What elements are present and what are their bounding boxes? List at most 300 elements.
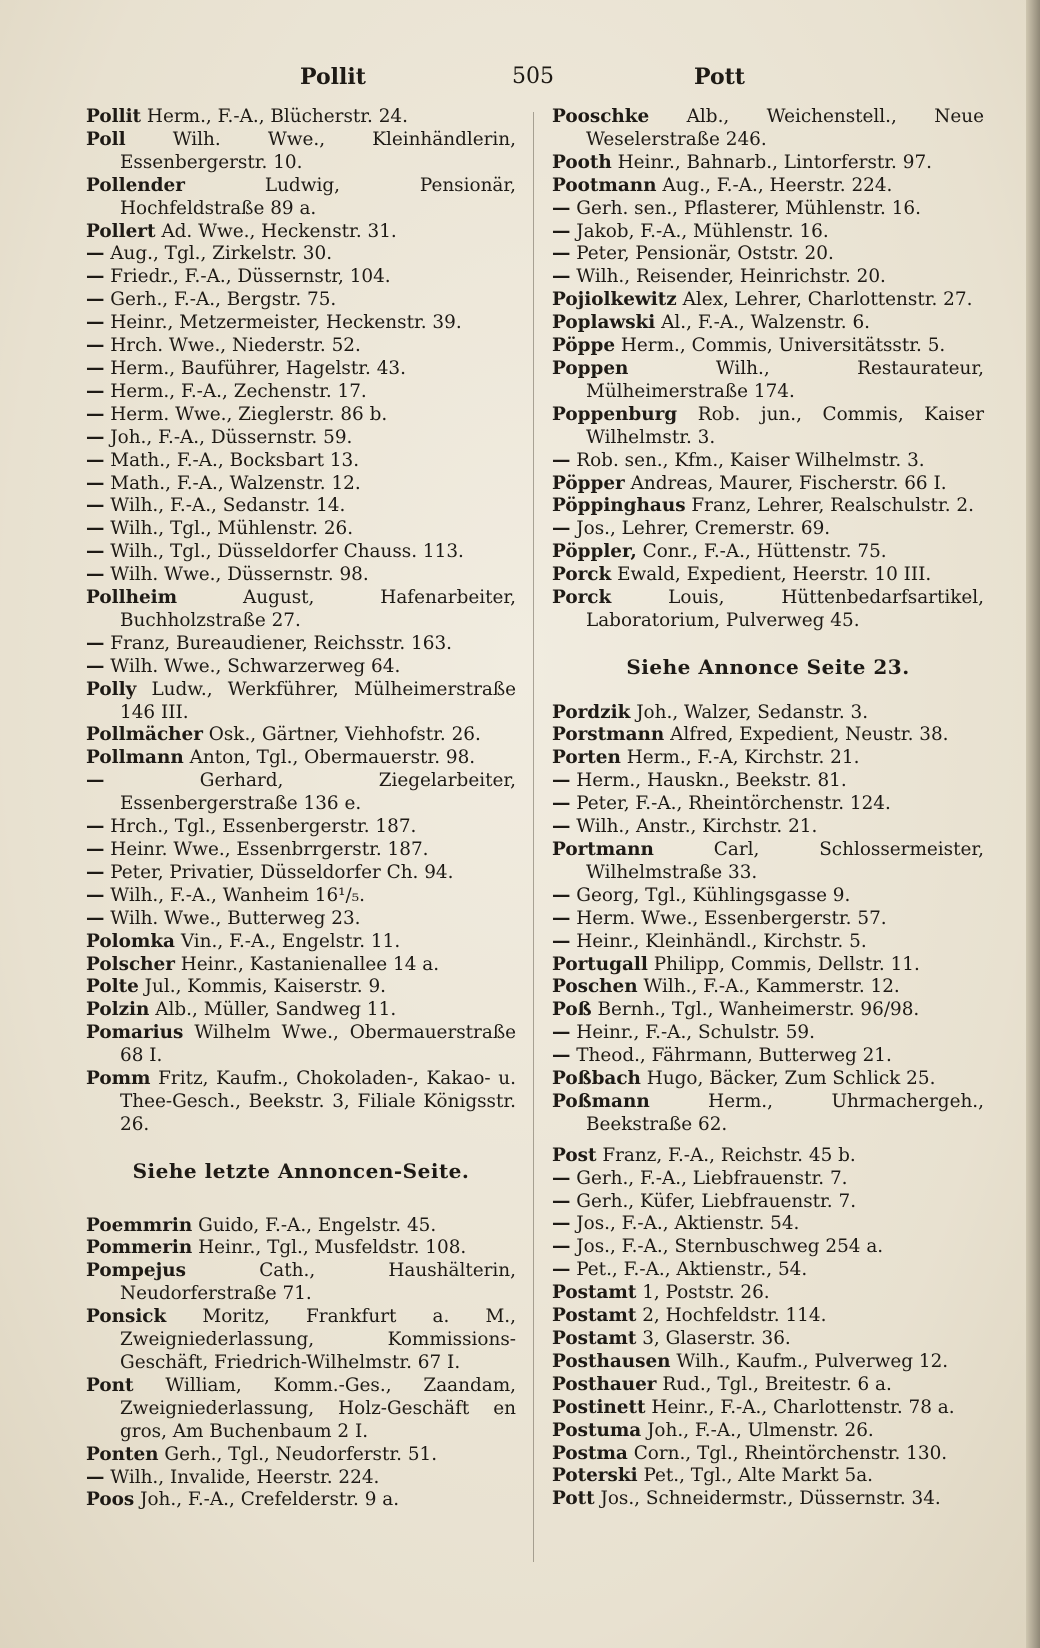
directory-entry <box>552 1045 984 1068</box>
directory-entry <box>552 404 984 450</box>
entry-details: Alfred, Expedient, Neustr. 38. <box>670 724 949 746</box>
entry-name: Polomka <box>86 930 175 952</box>
entry-name: — <box>86 518 105 540</box>
entry-name: Poplawski <box>552 312 656 334</box>
entry-name: — <box>86 655 105 677</box>
directory-entry <box>552 1259 984 1282</box>
entry-details: Jos., F.-A., Sternbuschweg 254 a. <box>576 1236 884 1258</box>
left-column <box>86 106 516 1512</box>
entry-details: Math., F.-A., Walzenstr. 12. <box>110 472 361 494</box>
header-right-keyword: Pott <box>694 64 745 90</box>
entry-details: Gerh., F.-A., Bergstr. 75. <box>110 289 337 311</box>
entry-details: 2, Hochfeldstr. 114. <box>642 1305 827 1327</box>
entry-name: — <box>552 930 571 952</box>
directory-entry <box>552 1465 984 1488</box>
entry-details: Alb., Weichenstell., Neue Weselerstraße 246. <box>586 106 984 150</box>
entry-name: — <box>86 312 105 334</box>
entry-name: — <box>552 1236 571 1258</box>
directory-entry <box>86 289 516 312</box>
entry-details: Wilh., Tgl., Mühlenstr. 26. <box>110 518 354 540</box>
entry-name: Poßbach <box>552 1068 641 1090</box>
directory-entry <box>86 587 516 633</box>
entry-details: Herm., F.-A, Kirchstr. 21. <box>626 747 860 769</box>
entry-details: Joh., F.-A., Düssernstr. 59. <box>110 426 353 448</box>
directory-entry <box>86 129 516 175</box>
directory-entry <box>552 1213 984 1236</box>
directory-entry <box>552 198 984 221</box>
directory-entry <box>552 1443 984 1466</box>
entry-details: Heinr., F.-A., Schulstr. 59. <box>576 1022 815 1044</box>
entry-details: August, Hafenarbeiter, Buchholzstraße 27. <box>120 587 516 631</box>
entry-details: Peter, Pensionär, Oststr. 20. <box>576 243 834 265</box>
directory-entry <box>86 541 516 564</box>
entry-name: — <box>86 1466 105 1488</box>
entry-name: — <box>86 770 105 792</box>
directory-entry <box>86 954 516 977</box>
page-header <box>0 58 1040 98</box>
entry-name: — <box>86 495 105 517</box>
directory-entry <box>552 1305 984 1328</box>
entry-name: Poos <box>86 1489 135 1511</box>
directory-entry <box>86 770 516 816</box>
entry-details: Osk., Gärtner, Viehhofstr. 26. <box>208 724 481 746</box>
directory-entry <box>86 633 516 656</box>
entry-details: Georg, Tgl., Kühlingsgasse 9. <box>576 884 851 906</box>
entry-details: Hrch., Tgl., Essenbergerstr. 187. <box>110 816 417 838</box>
entry-name: Polte <box>86 976 139 998</box>
entry-details: Pet., F.-A., Aktienstr., 54. <box>576 1259 808 1281</box>
entry-name: Pordzik <box>552 701 631 723</box>
entry-name: — <box>86 839 105 860</box>
entry-details: Philipp, Commis, Dellstr. 11. <box>653 953 920 975</box>
entry-name: Pollender <box>86 174 185 196</box>
entry-name: — <box>86 884 105 906</box>
entry-name: — <box>552 907 571 929</box>
entry-name: — <box>552 793 571 815</box>
advertisement-notice: Siehe Annonce Seite 23. <box>626 654 910 679</box>
spacer <box>552 679 984 702</box>
entry-name: Pojiolkewitz <box>552 289 677 311</box>
directory-entry <box>552 908 984 931</box>
directory-entry <box>552 976 984 999</box>
directory-entry <box>552 1145 984 1168</box>
entry-details: Herm., Commis, Universitätsstr. 5. <box>620 335 946 357</box>
directory-entry <box>86 1375 516 1444</box>
entry-name: — <box>86 266 105 288</box>
entry-details: Rob. jun., Commis, Kaiser Wilhelmstr. 3. <box>586 403 984 448</box>
entry-details: Al., F.-A., Walzenstr. 6. <box>661 312 871 334</box>
directory-entry <box>552 1168 984 1191</box>
directory-entry <box>86 312 516 335</box>
directory-entry <box>552 243 984 266</box>
entry-details: Jos., Lehrer, Cremerstr. 69. <box>576 518 831 540</box>
directory-entry <box>86 885 516 908</box>
directory-entry <box>86 1260 516 1306</box>
entry-name: Pont <box>86 1374 134 1396</box>
entry-name: — <box>552 1213 571 1235</box>
entry-details: Wilh., F.-A., Wanheim 16¹/₅. <box>110 884 365 906</box>
directory-entry <box>86 564 516 587</box>
entry-name: Postamt <box>552 1282 637 1304</box>
page-edge <box>1026 0 1040 1648</box>
spacer <box>552 1137 984 1145</box>
entry-name: — <box>552 884 571 906</box>
directory-entry <box>552 587 984 633</box>
directory-entry <box>86 839 516 862</box>
entry-details: Rob. sen., Kfm., Kaiser Wilhelmstr. 3. <box>576 449 925 471</box>
entry-details: Ludw., Werkführer, Mülheimerstraße 146 III. <box>120 678 516 723</box>
entry-details: Wilh., Anstr., Kirchstr. 21. <box>576 816 818 838</box>
directory-entry <box>86 976 516 999</box>
entry-details: Ewald, Expedient, Heerstr. 10 III. <box>617 564 932 586</box>
entry-details: Pet., Tgl., Alte Markt 5a. <box>643 1465 874 1487</box>
directory-entry <box>552 1420 984 1443</box>
directory-entry <box>552 1091 984 1137</box>
directory-entry <box>552 1488 984 1511</box>
entry-name: — <box>86 289 105 311</box>
directory-entry <box>86 266 516 289</box>
directory-entry <box>552 1397 984 1420</box>
entry-name: — <box>86 357 105 379</box>
entry-details: Wilhelm Wwe., Obermauerstraße 68 I. <box>120 1022 516 1067</box>
entry-name: Pollert <box>86 220 156 242</box>
directory-entry <box>552 1236 984 1259</box>
entry-details: 3, Glaserstr. 36. <box>642 1328 791 1349</box>
entry-details: Herm., Uhrmachergeh., Beekstraße 62. <box>586 1090 984 1135</box>
directory-entry <box>86 816 516 839</box>
spacer <box>86 1137 516 1160</box>
entry-details: Wilh. Wwe., Düssernstr. 98. <box>110 564 369 586</box>
directory-entry <box>552 564 984 587</box>
entry-name: Poppenburg <box>552 403 678 425</box>
entry-details: Heinr., Tgl., Musfeldstr. 108. <box>198 1237 467 1259</box>
directory-entry <box>86 381 516 404</box>
directory-entry <box>86 221 516 244</box>
entry-name: — <box>552 197 571 219</box>
entry-name: Posthauer <box>552 1373 657 1395</box>
entry-details: Guido, F.-A., Engelstr. 45. <box>198 1214 437 1236</box>
entry-details: William, Komm.-Ges., Zaandam, Zweigniederlassung, Holz-Geschäft en gros, Am Buchenbaum 2 I. <box>120 1374 516 1442</box>
entry-name: Polzin <box>86 999 150 1021</box>
entry-details: Anton, Tgl., Obermauerstr. 98. <box>189 747 476 769</box>
entry-details: Gerh. sen., Pflasterer, Mühlenstr. 16. <box>576 197 921 219</box>
entry-name: Pollmann <box>86 747 184 769</box>
entry-name: — <box>86 632 105 654</box>
entry-details: Theod., Fährmann, Butterweg 21. <box>576 1045 892 1067</box>
entry-details: Franz, Lehrer, Realschulstr. 2. <box>691 495 974 517</box>
directory-entry <box>86 495 516 518</box>
entry-name: Postma <box>552 1442 628 1464</box>
entry-name: — <box>552 1167 571 1189</box>
directory-entry <box>552 1351 984 1374</box>
directory-entry <box>86 1215 516 1238</box>
directory-entry <box>552 747 984 770</box>
entry-name: — <box>86 861 105 883</box>
entry-details: Corn., Tgl., Rheintörchenstr. 130. <box>633 1442 948 1464</box>
entry-name: Postinett <box>552 1396 646 1418</box>
entry-name: Porstmann <box>552 724 665 746</box>
entry-details: Cath., Haushälterin, Neudorferstraße 71. <box>120 1260 516 1305</box>
directory-entry <box>86 1489 516 1512</box>
entry-details: Hugo, Bäcker, Zum Schlick 25. <box>646 1068 936 1090</box>
directory-entry <box>552 289 984 312</box>
entry-name: — <box>86 816 105 838</box>
entry-details: Herm., Hauskn., Beekstr. 81. <box>576 770 847 792</box>
entry-details: Jakob, F.-A., Mühlenstr. 16. <box>576 220 829 242</box>
entry-details: Wilh., Kaufm., Pulverweg 12. <box>676 1350 949 1372</box>
entry-name: Pomm <box>86 1068 151 1090</box>
entry-details: Gerh., Tgl., Neudorferstr. 51. <box>164 1443 438 1465</box>
directory-entry <box>552 152 984 175</box>
entry-details: Hrch. Wwe., Niederstr. 52. <box>110 335 361 357</box>
directory-entry <box>86 908 516 931</box>
entry-details: Conr., F.-A., Hüttenstr. 75. <box>642 541 887 563</box>
entry-name: Pommerin <box>86 1237 193 1259</box>
directory-entry <box>86 106 516 129</box>
entry-details: Ad. Wwe., Heckenstr. 31. <box>161 220 397 242</box>
entry-details: Wilh., Tgl., Düsseldorfer Chauss. 113. <box>110 541 464 563</box>
entry-name: Pootmann <box>552 174 657 196</box>
entry-name: — <box>552 1045 571 1067</box>
entry-details: Heinr., Bahnarb., Lintorferstr. 97. <box>617 151 932 173</box>
directory-entry <box>552 450 984 473</box>
entry-details: Jul., Kommis, Kaiserstr. 9. <box>144 976 387 998</box>
directory-entry <box>552 335 984 358</box>
entry-name: Polscher <box>86 953 175 975</box>
directory-entry <box>552 793 984 816</box>
entry-name: Postamt <box>552 1305 637 1327</box>
entry-details: Wilh. Wwe., Kleinhändlerin, Essenbergerstr. 10. <box>120 128 516 173</box>
entry-details: Herm., F.-A., Blücherstr. 24. <box>146 106 408 127</box>
directory-entry <box>552 770 984 793</box>
entry-name: Poschen <box>552 976 638 998</box>
advertisement-notice: Siehe letzte Annoncen-Seite. <box>132 1158 470 1183</box>
directory-entry <box>86 679 516 725</box>
entry-name: Pöppe <box>552 335 616 357</box>
entry-details: Joh., Walzer, Sedanstr. 3. <box>636 701 869 723</box>
entry-details: Wilh., Reisender, Heinrichstr. 20. <box>576 266 886 288</box>
entry-details: 1, Poststr. 26. <box>642 1282 770 1304</box>
directory-entry <box>86 427 516 450</box>
entry-name: Pöppinghaus <box>552 495 686 517</box>
entry-name: — <box>552 816 571 838</box>
entry-name: — <box>86 449 105 471</box>
entry-name: Porten <box>552 747 621 769</box>
entry-details: Heinr., Metzermeister, Heckenstr. 39. <box>110 312 462 334</box>
directory-entry <box>86 1306 516 1375</box>
entry-details: Franz, F.-A., Reichstr. 45 b. <box>602 1144 856 1166</box>
entry-details: Jos., F.-A., Aktienstr. 54. <box>576 1213 800 1235</box>
entry-details: Wilh. Wwe., Schwarzerweg 64. <box>110 655 401 677</box>
entry-details: Heinr., Kastanienallee 14 a. <box>180 953 440 975</box>
entry-details: Moritz, Frankfurt a. M., Zweigniederlassung, Kommissions-Geschäft, Friedrich-Wilhelmstr. 67 I. <box>120 1306 516 1374</box>
entry-name: — <box>86 541 105 563</box>
entry-details: Peter, F.-A., Rheintörchenstr. 124. <box>576 793 891 815</box>
entry-details: Carl, Schlossermeister, Wilhelmstraße 33. <box>586 838 984 883</box>
entry-name: — <box>86 564 105 586</box>
entry-name: Pooth <box>552 151 612 173</box>
entry-name: — <box>86 243 105 265</box>
entry-name: Posthausen <box>552 1350 671 1372</box>
directory-entry <box>86 335 516 358</box>
entry-details: Alb., Müller, Sandweg 11. <box>155 999 397 1021</box>
entry-name: Pompejus <box>86 1260 186 1282</box>
entry-name: Polly <box>86 678 137 700</box>
entry-details: Aug., F.-A., Heerstr. 224. <box>662 174 893 196</box>
entry-name: Post <box>552 1144 597 1166</box>
directory-entry <box>86 1444 516 1467</box>
entry-details: Peter, Privatier, Düsseldorfer Ch. 94. <box>110 861 454 883</box>
entry-details: Herm., F.-A., Zechenstr. 17. <box>110 380 367 402</box>
entry-name: Pooschke <box>552 106 650 127</box>
entry-details: Alex, Lehrer, Charlottenstr. 27. <box>682 289 973 311</box>
entry-name: — <box>86 426 105 448</box>
directory-entry <box>552 1068 984 1091</box>
directory-entry <box>552 1328 984 1351</box>
entry-name: — <box>552 1259 571 1281</box>
entry-name: — <box>552 518 571 540</box>
directory-entry <box>552 266 984 289</box>
entry-details: Gerhard, Ziegelarbeiter, Essenbergerstraße 136 e. <box>120 770 516 815</box>
directory-entry <box>552 473 984 496</box>
entry-details: Herm. Wwe., Essenbergerstr. 57. <box>576 907 887 929</box>
entry-details: Wilh., F.-A., Sedanstr. 14. <box>110 495 346 517</box>
entry-name: Portmann <box>552 838 654 860</box>
entry-name: Poll <box>86 128 126 150</box>
entry-name: Pomarius <box>86 1022 184 1044</box>
entry-details: Louis, Hüttenbedarfsartikel, Laboratorium, Pulverweg 45. <box>586 587 984 631</box>
entry-details: Gerh., F.-A., Liebfrauenstr. 7. <box>576 1167 848 1189</box>
entry-name: Ponsick <box>86 1306 167 1328</box>
page-number: 505 <box>512 64 554 89</box>
entry-name: — <box>86 335 105 357</box>
entry-details: Joh., F.-A., Ulmenstr. 26. <box>647 1419 874 1441</box>
entry-details: Vin., F.-A., Engelstr. 11. <box>180 930 401 952</box>
spacer <box>552 633 984 656</box>
entry-name: Poß <box>552 999 592 1021</box>
entry-name: Poterski <box>552 1465 638 1487</box>
directory-entry <box>86 656 516 679</box>
entry-details: Heinr., F.-A., Charlottenstr. 78 a. <box>651 1396 955 1418</box>
directory-entry <box>86 724 516 747</box>
spacer <box>86 1183 516 1215</box>
entry-details: Franz, Bureaudiener, Reichsstr. 163. <box>110 632 452 654</box>
entry-details: Wilh. Wwe., Butterweg 23. <box>110 907 361 929</box>
entry-name: Ponten <box>86 1443 159 1465</box>
entry-name: Postamt <box>552 1328 637 1349</box>
entry-name: — <box>552 770 571 792</box>
directory-entry <box>86 518 516 541</box>
entry-name: Postuma <box>552 1419 642 1441</box>
entry-name: — <box>552 220 571 242</box>
directory-entry <box>552 885 984 908</box>
entry-details: Aug., Tgl., Zirkelstr. 30. <box>110 243 333 265</box>
directory-entry <box>86 175 516 221</box>
directory-entry <box>86 243 516 266</box>
entry-name: — <box>86 472 105 494</box>
directory-entry <box>86 358 516 381</box>
directory-entry <box>86 931 516 954</box>
column-divider <box>533 112 534 1562</box>
entry-name: — <box>86 380 105 402</box>
directory-entry <box>552 1022 984 1045</box>
directory-entry <box>552 999 984 1022</box>
directory-entry <box>552 1282 984 1305</box>
entry-details: Math., F.-A., Bocksbart 13. <box>110 449 360 471</box>
directory-entry <box>86 404 516 427</box>
directory-entry <box>86 1467 516 1490</box>
directory-entry <box>552 495 984 518</box>
entry-name: Porck <box>552 564 612 586</box>
entry-details: Gerh., Küfer, Liebfrauenstr. 7. <box>576 1190 857 1212</box>
directory-entry <box>552 931 984 954</box>
entry-name: — <box>552 243 571 265</box>
entry-name: Poppen <box>552 357 629 379</box>
directory-entry <box>86 862 516 885</box>
entry-details: Herm., Bauführer, Hagelstr. 43. <box>110 357 406 379</box>
right-column <box>552 106 984 1511</box>
entry-details: Wilh., Restaurateur, Mülheimerstraße 174. <box>586 357 984 402</box>
directory-entry <box>552 954 984 977</box>
directory-entry <box>86 450 516 473</box>
entry-name: — <box>86 907 105 929</box>
entry-details: Herm. Wwe., Zieglerstr. 86 b. <box>110 403 388 425</box>
entry-details: Ludwig, Pensionär, Hochfeldstraße 89 a. <box>120 174 516 219</box>
entry-details: Friedr., F.-A., Düssernstr, 104. <box>110 266 391 288</box>
directory-entry <box>552 358 984 404</box>
directory-entry <box>552 175 984 198</box>
entry-name: Pollit <box>86 106 142 127</box>
entry-details: Wilh., F.-A., Kammerstr. 12. <box>643 976 900 998</box>
header-left-keyword: Pollit <box>300 64 366 90</box>
directory-entry <box>552 312 984 335</box>
entry-name: — <box>552 1022 571 1044</box>
entry-details: Fritz, Kaufm., Chokoladen-, Kakao- u. Thee-Gesch., Beekstr. 3, Filiale Königsstr. 26. <box>120 1068 516 1135</box>
directory-entry <box>552 1191 984 1214</box>
directory-entry <box>86 747 516 770</box>
entry-details: Heinr., Kleinhändl., Kirchstr. 5. <box>576 930 867 952</box>
entry-details: Jos., Schneidermstr., Düssernstr. 34. <box>600 1488 941 1510</box>
entry-details: Heinr. Wwe., Essenbrrgerstr. 187. <box>110 839 429 860</box>
entry-details: Bernh., Tgl., Wanheimerstr. 96/98. <box>597 999 920 1021</box>
entry-name: — <box>86 403 105 425</box>
entry-name: Pollheim <box>86 587 178 609</box>
directory-entry <box>552 106 984 152</box>
directory-entry <box>552 724 984 747</box>
entry-name: — <box>552 449 571 471</box>
directory-entry <box>552 541 984 564</box>
entry-name: — <box>552 266 571 288</box>
entry-name: — <box>552 1190 571 1212</box>
directory-entry <box>86 1237 516 1260</box>
directory-entry <box>86 473 516 496</box>
directory-entry <box>552 221 984 244</box>
entry-name: Poemmrin <box>86 1214 193 1236</box>
entry-name: Pott <box>552 1488 595 1510</box>
entry-details: Rud., Tgl., Breitestr. 6 a. <box>662 1373 892 1395</box>
entry-name: Poßmann <box>552 1090 650 1112</box>
entry-details: Andreas, Maurer, Fischerstr. 66 I. <box>630 472 947 494</box>
directory-entry <box>552 816 984 839</box>
directory-entry <box>552 702 984 725</box>
entry-name: Pöpper <box>552 472 625 494</box>
directory-entry <box>86 1022 516 1068</box>
directory-entry <box>86 999 516 1022</box>
directory-entry <box>552 839 984 885</box>
entry-details: Joh., F.-A., Crefelderstr. 9 a. <box>140 1489 400 1511</box>
directory-entry <box>552 1374 984 1397</box>
directory-entry <box>86 1068 516 1137</box>
